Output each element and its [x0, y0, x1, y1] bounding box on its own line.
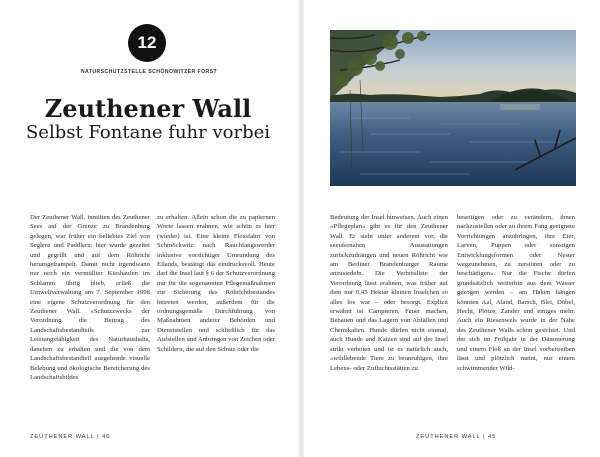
footer-left: ZEUTHENER WALL | 46	[30, 434, 111, 440]
kicker: NATURSCHUTZSTELLE SCHÖNOWITZER FORST	[80, 69, 218, 75]
lake-photo-image	[330, 30, 576, 186]
chapter-number: 12	[137, 33, 157, 52]
page-subtitle: Selbst Fontane fuhr vorbei	[25, 122, 271, 143]
column-text: Bedeutung der Insel hinweisen. Auch einen »Pflegeplan« gibt es für den Zeuthener Wall. Er sieht unter anderem vor, die seeufernahen Ausstattungen zurückzudrängen und neuen Röhricht wie am Berliner Brandenburger Raume anzusiedeln. Die Verbotsliste der Verordnung lässt erahnen, was früher auf dem nur 0,45 Hektar kleinen Inselchen so alles los war – oder besorgt. Explizit erwähnt ist Campieren, Feuer machen, Bebauen und das Lagern von Abfällen und Chemikalien. Hunde dürfen nicht einmal, auch Hunde und Katzen sind auf der Insel strikt verboten und ist es natürlich auch, »wildlebende Tiere zu beunruhigen, ihre Lebens- oder Zufluchtsstätten zu	[330, 214, 448, 372]
footer-right: ZEUTHENER WALL | 45	[416, 434, 497, 440]
text-column-3	[330, 213, 448, 431]
column-text: Der Zeuthener Wall, inmitten des Zeuthener Sees auf der Grenze zu Brandenburg gelegen, war früher ein beliebtes Ziel von Seglern und Paddlern: hier wurde gezeltet und gegrillt und auf dem Röhricht herumgetrampelt. Damit nicht irgendwann nur noch ein vermüllter Kieshaufen im Schlamm übrig blieb, erließ die Umweltverwaltung am 7. September 1998 eine eigene Schutzverordnung für den Zeuthener Wall. »Schutzzwecks der Verordnung die Beitrag des Landschaftsbestandteils zur Leistungsfähigkeit des Naturhaushalts, daneben zu erhalten und die von dem Landschaftsbestandteil ausgehende visuelle Belebung und ökologische Bereicherung des Landschaftsbildes	[30, 214, 150, 381]
text-column-1	[30, 213, 150, 431]
column-text: zu erhalten. Allein schon die zu papiernen Worte lassen erahnen, wie schön es hier (wieder) ist. Eine kleine Flossfahrt von Schmöckwitz nach Rauchfangswerder inklusive vorsichtiger Umrundung des Eilands, bestätigt das eindrucksvoll. Heute darf die Insel laut § 6 der Schutzverordnung nur für die sogenannten Pflegemaßnahmen zur Sicherung des Röhrichtbestandes betreten werden, außerdem für die ordnungsgemäße Durchführung von Maßnahmen anderer Behörden und Dienststellen und schließlich für das Aufstellen und Anbringen von Zeichen oder Schildern, die auf den Schutz oder die	[157, 214, 275, 353]
page-title: Zeuthener Wall	[44, 94, 252, 123]
chapter-number-badge	[128, 24, 166, 62]
lake-photo	[330, 30, 576, 186]
column-text: beseitigen oder zu verändern, ihnen nachzustellen oder zu ihrem Fang geeignete Vorrichtungen anzubringen, ihre Eier, Larven, Puppen oder sonstigen Entwicklungsformen oder Nester wegzunehmen, zu zerstören oder zu beschädigen«. Nur die Fische dürfen grundsätzlich weiterhin aus dem Wasser gezogen werden – am Haken hängen könnten Aal, Aland, Barsch, Blei, Döbel, Hecht, Plötze, Zander und einiges mehr. Auch ein Riesenwels wurde in der Nähe des Zeuthener Walls schon gesichtet. Und der sich im Frühjahr in der Dämmerung und einem Floß an der Insel vorbeitreiben lässt und plötzlich meint, nur einem schwimmender Wild-	[457, 214, 575, 372]
book-gutter	[298, 0, 304, 457]
text-column-4	[457, 213, 575, 431]
text-column-2	[157, 213, 275, 431]
